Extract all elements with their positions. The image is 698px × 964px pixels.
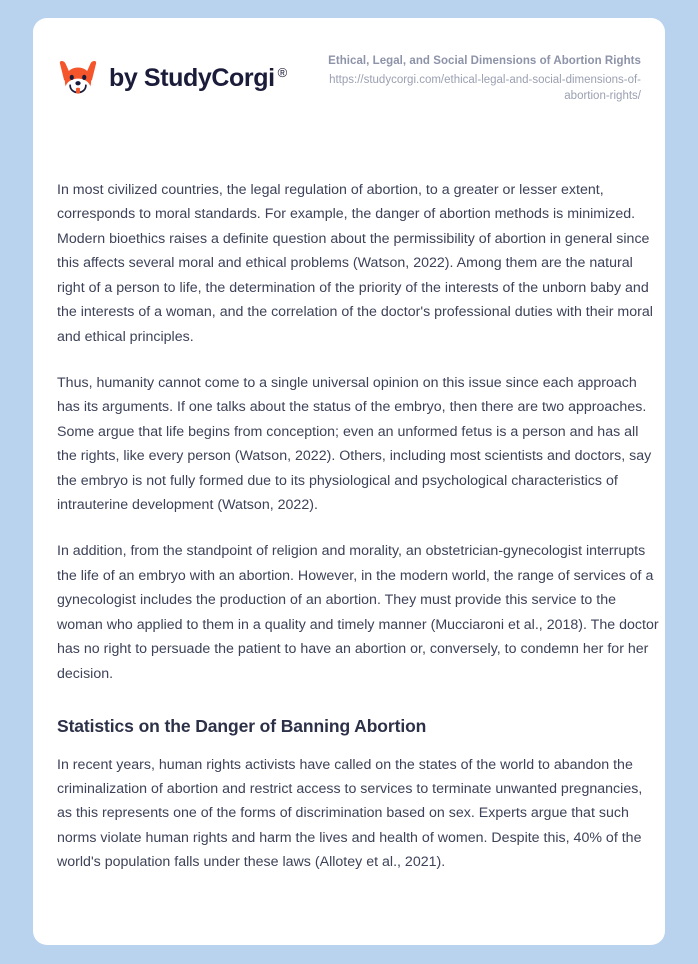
document-header — [33, 18, 665, 138]
header-source-url[interactable]: https://studycorgi.com/ethical-legal-and-social-dimensions-of-abortion-rights/ — [329, 73, 641, 103]
document-body — [57, 178, 661, 875]
section-heading: Statistics on the Danger of Banning Abortion — [57, 716, 427, 737]
registered-trademark-icon: ® — [277, 64, 287, 80]
brand-wordmark — [109, 64, 287, 93]
header-document-meta — [291, 51, 641, 105]
body-paragraph: In most civilized countries, the legal regulation of abortion, to a greater or lesser extent, corresponds to moral standards. For example, the danger of abortion methods is minimized. Modern bioethics raises a definite question about the permissibility of abortion in general since this affects several moral and ethical problems (Watson, 2022). Among them are the natural right of a person to life, the determination of the priority of the interests of the unborn baby and the interests of a woman, and the correlation of the doctor's professional duties with their moral and ethical principles. — [57, 182, 653, 345]
brand-lockup[interactable] — [57, 57, 287, 99]
corgi-face-icon — [57, 57, 99, 99]
header-document-title: Ethical, Legal, and Social Dimensions of Abortion Rights — [328, 54, 641, 67]
brand-name-text: by StudyCorgi — [109, 63, 275, 92]
body-paragraph: In recent years, human rights activists have called on the states of the world to abandon the criminalization of abortion and restrict access to services to terminate unwanted pregnancies, as this represents one of the forms of discrimination based on sex. Experts argue that such norms violate human rights and harm the lives and health of women. Despite this, 40% of the world's population falls under these laws (Allotey et al., 2021). — [57, 756, 643, 871]
document-page-card — [33, 18, 665, 945]
body-paragraph: Thus, humanity cannot come to a single universal opinion on this issue since each approach has its arguments. If one talks about the status of the embryo, then there are two approaches. Some argue that life begins from conception; even an unformed fetus is a person and has all the rights, like every person (Watson, 2022). Others, including most scientists and doctors, say the embryo is not fully formed due to its physiological and psychological characteristics of intrauterine development (Watson, 2022). — [57, 374, 652, 514]
body-paragraph: In addition, from the standpoint of religion and morality, an obstetrician-gynecologist interrupts the life of an embryo with an abortion. However, in the modern world, the range of services of a gynecologist includes the production of an abortion. They must provide this service to the woman who applied to them in a quality and timely manner (Mucciaroni et al., 2018). The doctor has no right to persuade the patient to have an abortion or, conversely, to condemn her for her decision. — [57, 543, 659, 682]
